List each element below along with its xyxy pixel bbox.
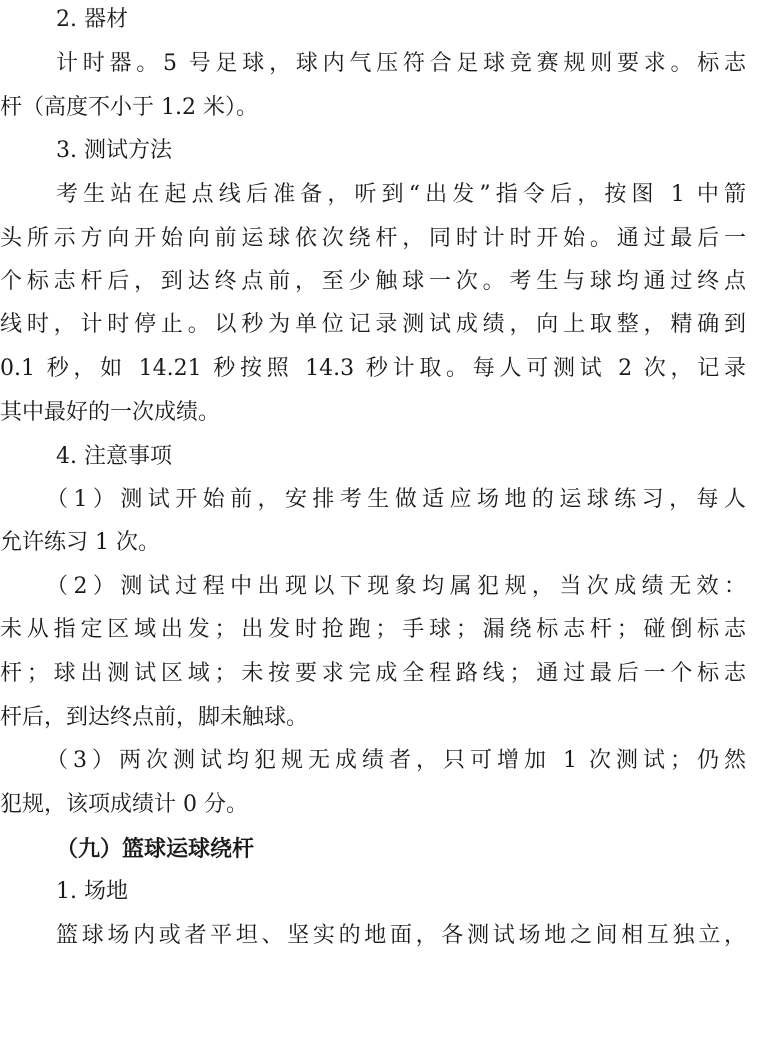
text-line: 个标志杆后，到达终点前，至少触球一次。考生与球均通过终点	[0, 269, 746, 294]
text-line: （2）测试过程中出现以下现象均属犯规，当次成绩无效：	[46, 574, 746, 599]
text-line: 犯规，该项成绩计 0 分。	[0, 792, 248, 817]
text-line: 计时器。5 号足球，球内气压符合足球竞赛规则要求。标志	[56, 51, 746, 76]
text-line: 0.1 秒，如 14.21 秒按照 14.3 秒计取。每人可测试 2 次，记录	[0, 356, 746, 381]
text-line: 3. 测试方法	[56, 138, 172, 163]
text-line: 2. 器材	[56, 7, 128, 32]
text-line: 杆后，到达终点前，脚未触球。	[0, 705, 309, 730]
text-line: 其中最好的一次成绩。	[0, 400, 221, 425]
text-line: （1）测试开始前，安排考生做适应场地的运球练习，每人	[46, 487, 746, 512]
text-line: 考生站在起点线后准备，听到“出发”指令后，按图 1 中箭	[56, 182, 746, 207]
section-heading: （九）篮球运球绕杆	[56, 836, 255, 862]
text-line: 4. 注意事项	[56, 444, 172, 469]
text-line: 杆；球出测试区域；未按要求完成全程路线；通过最后一个标志	[0, 661, 746, 686]
text-line: 允许练习 1 次。	[0, 530, 160, 555]
text-line: （3）两次测试均犯规无成绩者，只可增加 1 次测试；仍然	[46, 748, 746, 773]
text-line: 线时，计时停止。以秒为单位记录测试成绩，向上取整，精确到	[0, 312, 746, 337]
text-line: 篮球场内或者平坦、坚实的地面，各测试场地之间相互独立，	[56, 923, 746, 948]
text-line: 杆（高度不小于 1.2 米）。	[0, 95, 258, 120]
text-line: 未从指定区域出发；出发时抢跑；手球；漏绕标志杆；碰倒标志	[0, 617, 746, 642]
text-line: 1. 场地	[56, 879, 128, 904]
text-line: 头所示方向开始向前运球依次绕杆，同时计时开始。通过最后一	[0, 226, 746, 251]
